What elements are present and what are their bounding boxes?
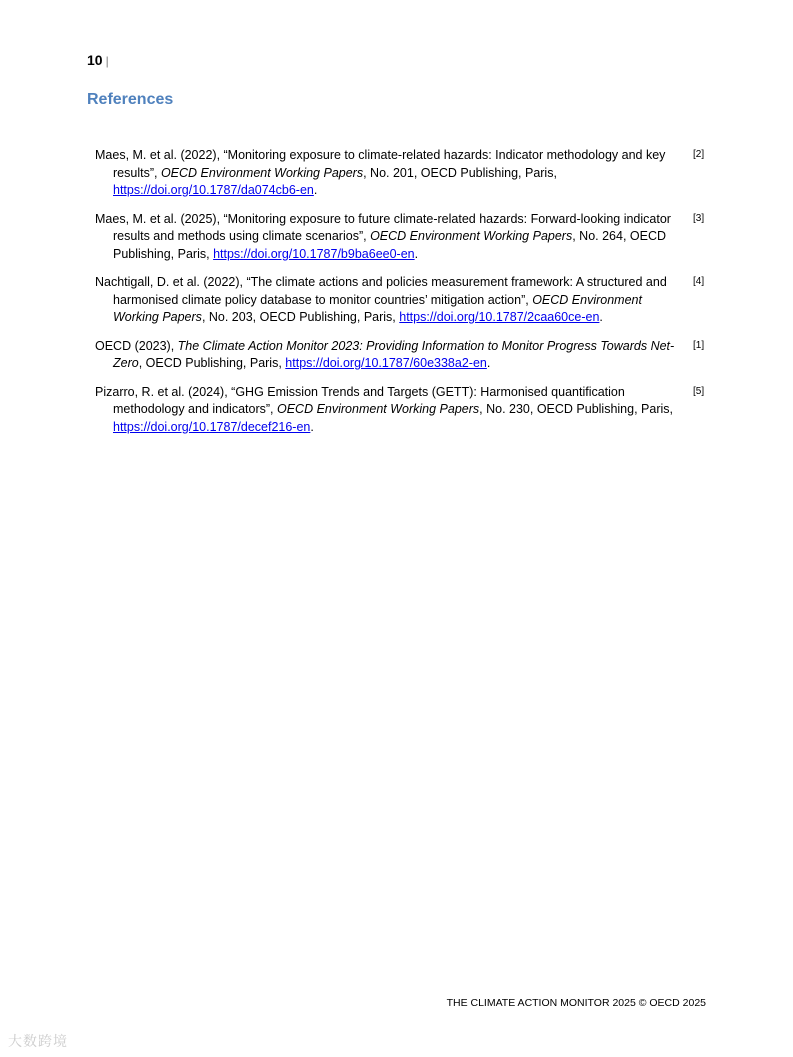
section-heading: References bbox=[87, 91, 174, 108]
reference-tag: [2] bbox=[693, 149, 705, 160]
reference-tag: [3] bbox=[693, 212, 705, 224]
reference-end: . bbox=[310, 419, 314, 434]
reference-end: . bbox=[313, 183, 318, 197]
reference-journal: OECD Environment Working Papers bbox=[160, 165, 364, 180]
reference-text: Maes, M. et al. (2022), “Monitoring exposure to climate-related hazards: Indicator methodology and key results”, bbox=[95, 148, 666, 180]
reference-journal: OECD Environment Working Papers bbox=[370, 229, 573, 243]
reference-end: . bbox=[599, 310, 603, 324]
doi-link[interactable]: https://doi.org/10.1787/b9ba6ee0-en bbox=[213, 246, 415, 261]
reference-journal: The Climate Action Monitor 2023: Providing Information to Monitor Progress Towards Net-Zero bbox=[113, 338, 675, 370]
reference-journal: OECD Environment Working Papers bbox=[276, 402, 480, 416]
reference-list bbox=[95, 147, 715, 447]
reference-tag: [1] bbox=[693, 339, 705, 351]
reference-details: , OECD Publishing, Paris, bbox=[138, 356, 286, 370]
reference-text: Nachtigall, D. et al. (2022), “The climate actions and policies measurement framework: A structured and harmonised climate policy database to monitor countries’ mitigation action”, bbox=[95, 275, 667, 307]
doi-link[interactable]: https://doi.org/10.1787/60e338a2-en bbox=[285, 356, 487, 370]
reference-tag: [5] bbox=[693, 385, 705, 397]
reference-details: , No. 230, OECD Publishing, Paris, bbox=[479, 402, 673, 416]
reference-details: , No. 201, OECD Publishing, Paris, bbox=[363, 165, 557, 180]
reference-tag: [4] bbox=[693, 276, 705, 287]
page-number-value: 10 bbox=[87, 52, 103, 68]
doi-link[interactable]: https://doi.org/10.1787/decef216-en bbox=[113, 419, 311, 434]
page-number bbox=[87, 52, 109, 68]
reference-details: , No. 264, OECD Publishing, Paris, bbox=[113, 229, 667, 261]
reference-end: . bbox=[414, 246, 419, 261]
watermark: 大数跨境 bbox=[8, 1033, 68, 1049]
reference-text: Maes, M. et al. (2025), “Monitoring exposure to future climate-related hazards: Forward-looking indicator results and methods using climate scenarios”, bbox=[95, 211, 671, 243]
reference-end: . bbox=[486, 356, 491, 370]
reference-entry bbox=[95, 274, 705, 327]
doi-link[interactable]: https://doi.org/10.1787/da074cb6-en bbox=[113, 183, 314, 197]
page-number-separator: | bbox=[105, 54, 109, 68]
doi-link[interactable]: https://doi.org/10.1787/2caa60ce-en bbox=[399, 310, 600, 324]
reference-text: OECD (2023), bbox=[95, 338, 178, 353]
reference-journal: OECD Environment Working Papers bbox=[113, 292, 642, 324]
reference-entry bbox=[95, 338, 705, 373]
reference-details: , No. 203, OECD Publishing, Paris, bbox=[201, 310, 400, 324]
reference-entry bbox=[95, 147, 705, 200]
reference-entry bbox=[95, 384, 705, 437]
page-footer: THE CLIMATE ACTION MONITOR 2025 © OECD 2025 bbox=[446, 997, 706, 1009]
reference-entry bbox=[95, 211, 705, 264]
reference-text: Pizarro, R. et al. (2024), “GHG Emission Trends and Targets (GETT): Harmonised quantification methodology and indicators”, bbox=[95, 384, 625, 416]
